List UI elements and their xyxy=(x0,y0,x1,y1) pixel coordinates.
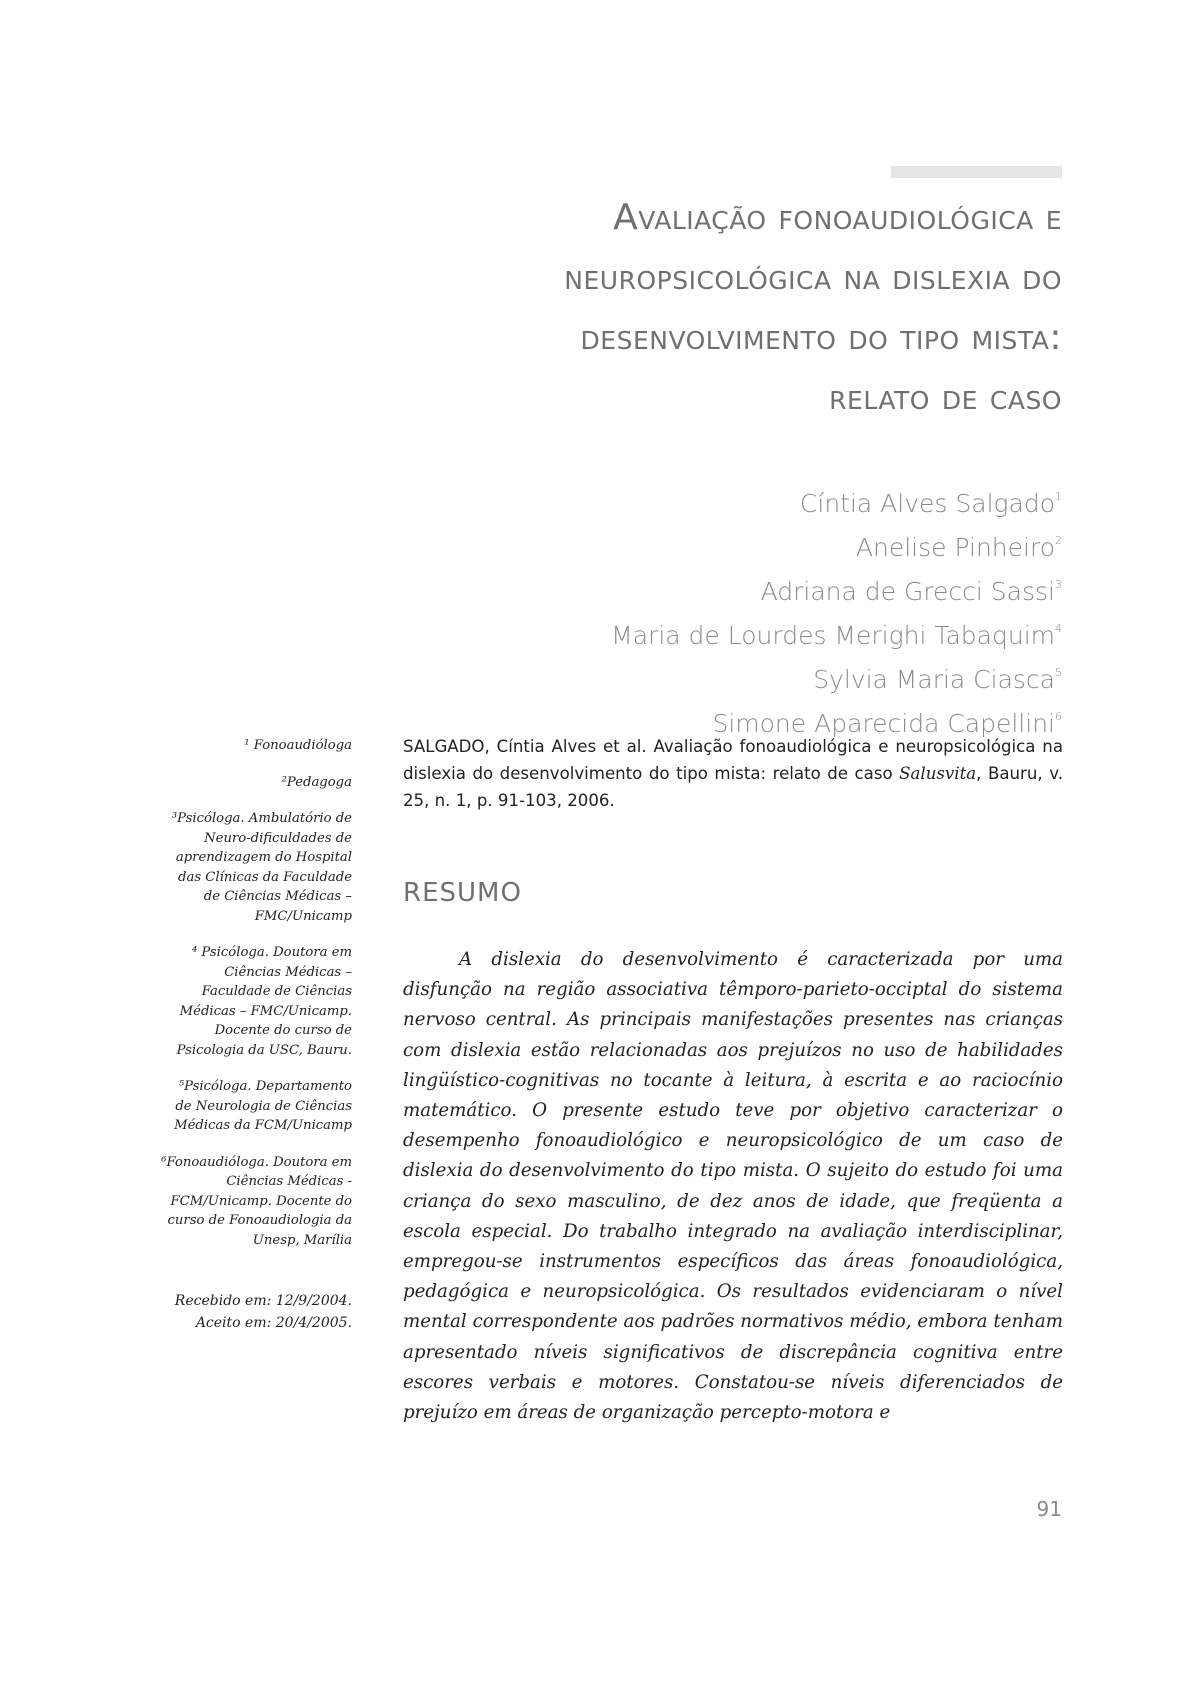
citation-suffix: , Bauru, v. 25, n. 1, p. 91-103, 2006. xyxy=(403,764,1063,810)
title-line-3: desenvolvimento do tipo mista: xyxy=(580,317,1062,358)
resumo-text: A dislexia do desenvolvimento é caracterizada por uma disfunção na região associativa têmporo-parieto-occiptal do sistema nervoso central. As principais manifestações presentes nas crianças com dislexia estão relacionadas aos prejuízos no uso de habilidades lingüístico-cognitivas no tocante à leitura, à escrita e ao raciocínio matemático. O presente estudo teve por objetivo caracterizar o desempenho fonoaudiológico e neuropsicológico de um caso de dislexia do desenvolvimento do tipo mista. O sujeito do estudo foi uma criança do sexo masculino, de dez anos de idade, que freqüenta a escola especial. Do trabalho integrado na avaliação interdisciplinar, empregou-se instrumentos específicos das áreas fonoaudiológica, pedagógica e neuropsicológica. Os resultados evidenciaram o nível mental correspondente aos padrões normativos médio, embora tenham apresentado níveis significativos de discrepância cognitiva entre escores verbais e motores. Constatou-se níveis diferenciados de prejuízo em áreas de organização percepto-motora e xyxy=(403,949,1063,1424)
citation-journal: Salusvita xyxy=(899,764,977,783)
affiliations-sidebar xyxy=(160,736,352,1334)
affiliation-note: ⁵Psicóloga. Departamento de Neurologia de Ciências Médicas da FCM/Unicamp xyxy=(174,1079,352,1133)
citation-prefix: SALGADO, Cíntia Alves et al. Avaliação fonoaudiológica e neuropsicológica na dislexia do desenvolvimento do tipo mista: relato de caso xyxy=(403,737,1063,783)
author-name: Maria de Lourdes Merighi Tabaquim xyxy=(611,621,1055,650)
title-line-2: neuropsicológica na dislexia do xyxy=(564,257,1062,298)
author-name: Sylvia Maria Ciasca xyxy=(813,665,1055,694)
author-mark: 3 xyxy=(1055,578,1062,591)
title-line-1: Avaliação fonoaudiológica e xyxy=(613,197,1062,238)
affiliation-note: ²Pedagoga xyxy=(281,774,352,790)
affiliation-note: ⁶Fonoaudióloga. Doutora em Ciências Médicas - FCM/Unicamp. Docente do curso de Fonoaudiologia da Unesp, Marília xyxy=(161,1154,352,1248)
article-title xyxy=(242,188,1062,428)
author-mark: 5 xyxy=(1055,666,1062,679)
author-1 xyxy=(362,478,1062,522)
citation-reference xyxy=(403,733,1063,814)
title-line-4: relato de caso xyxy=(829,377,1062,418)
author-2 xyxy=(362,522,1062,566)
author-mark: 2 xyxy=(1055,534,1062,547)
affiliation-note: ⁴ Psicóloga. Doutora em Ciências Médicas – Faculdade de Ciências Médicas – FMC/Unicamp. Docente do curso de Psicologia da USC, Bauru. xyxy=(176,945,352,1058)
author-name: Anelise Pinheiro xyxy=(855,533,1055,562)
author-mark: 4 xyxy=(1055,622,1062,635)
author-mark: 6 xyxy=(1055,710,1062,723)
author-name: Simone Aparecida Capellini xyxy=(712,709,1055,738)
author-name: Adriana de Grecci Sassi xyxy=(760,577,1055,606)
page-number: 91 xyxy=(1036,1497,1062,1521)
accepted-date: Aceito em: 20/4/2005. xyxy=(195,1315,352,1331)
author-list xyxy=(362,478,1062,742)
author-4 xyxy=(362,610,1062,654)
title-accent-bar xyxy=(891,166,1062,178)
author-name: Cíntia Alves Salgado xyxy=(799,489,1055,518)
author-3 xyxy=(362,566,1062,610)
affiliation-note: ¹ Fonoaudióloga xyxy=(244,738,352,753)
author-5 xyxy=(362,654,1062,698)
submission-dates xyxy=(160,1290,352,1334)
affiliation-note: ³Psicóloga. Ambulatório de Neuro-dificuldades de aprendizagem do Hospital das Clínicas da Faculdade de Ciências Médicas – FMC/Unicamp xyxy=(171,811,352,924)
resumo-heading: RESUMO xyxy=(403,878,522,908)
author-mark: 1 xyxy=(1055,490,1062,503)
received-date: Recebido em: 12/9/2004. xyxy=(174,1293,352,1309)
